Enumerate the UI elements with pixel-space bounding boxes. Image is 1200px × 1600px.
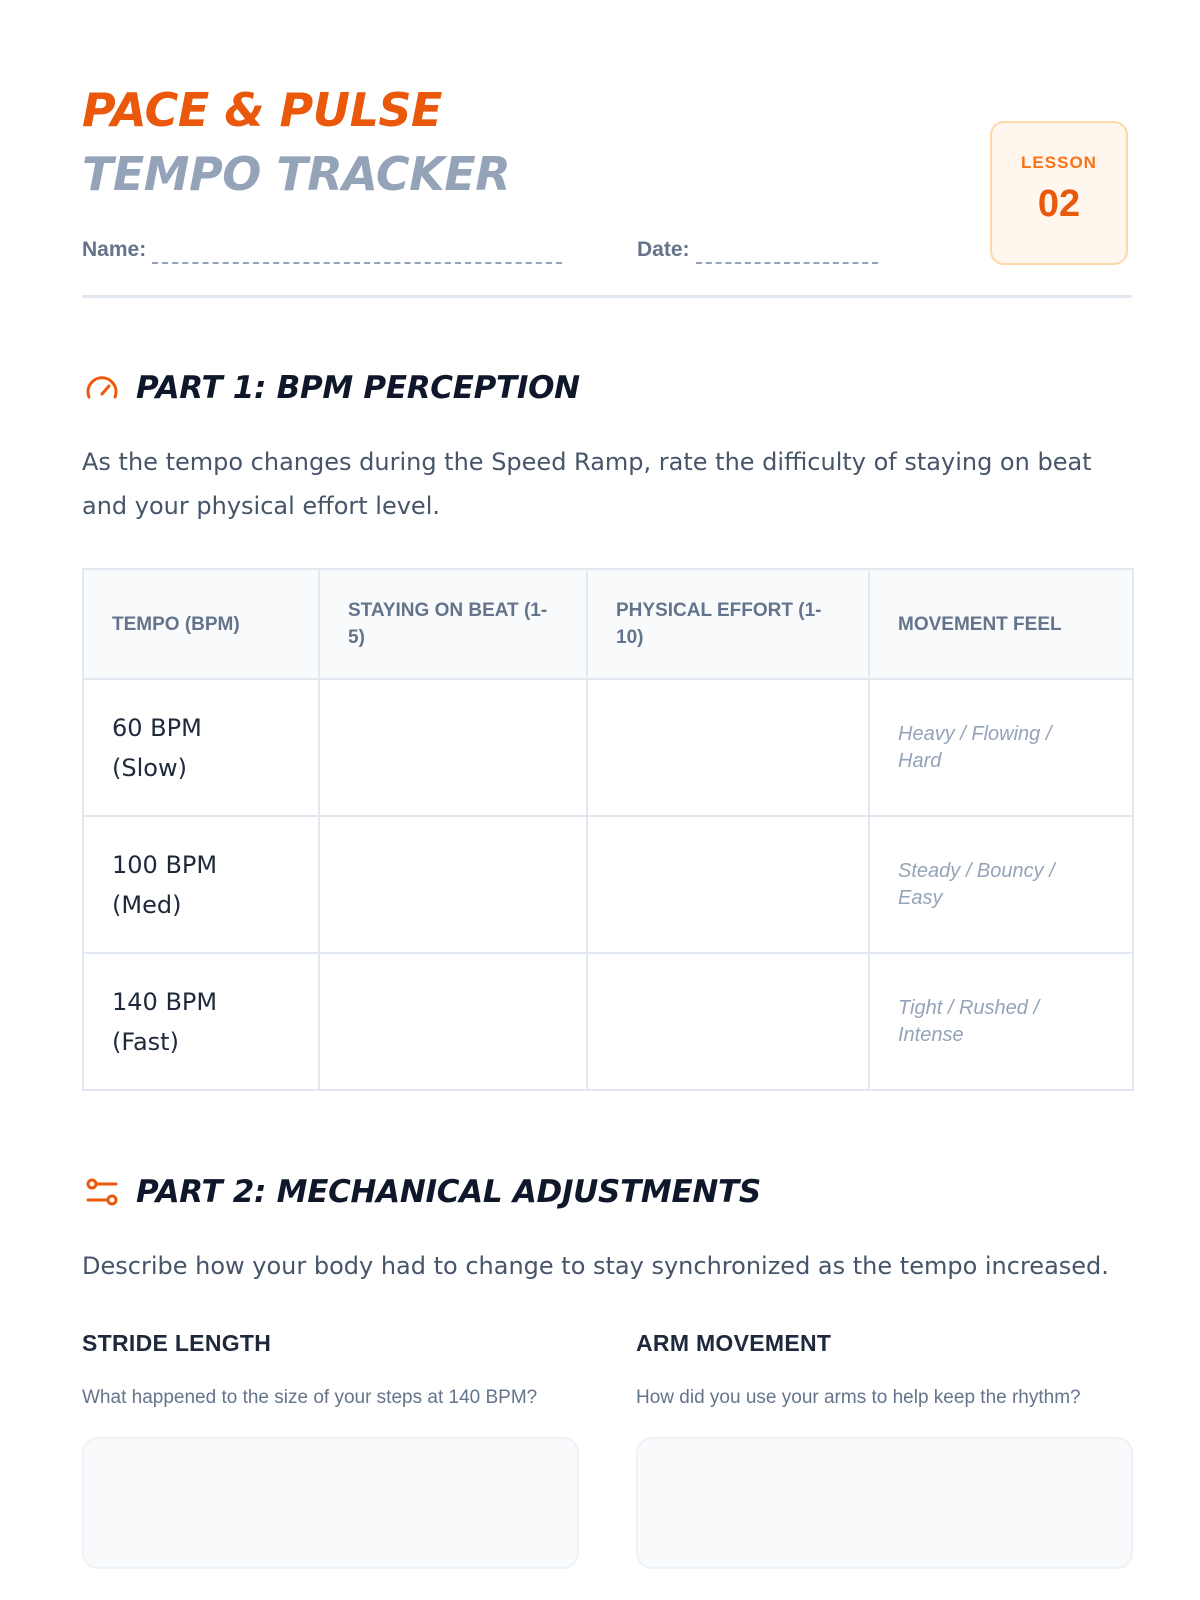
- arm-movement-answer-box[interactable]: [636, 1437, 1133, 1569]
- physical-effort-input-cell[interactable]: [587, 679, 869, 816]
- feel-options-cont: Hard: [898, 749, 942, 772]
- part2-heading-text: PART 2: MECHANICAL ADJUSTMENTS: [136, 1174, 761, 1210]
- tempo-speed: (Fast): [112, 1027, 179, 1056]
- tempo-cell: [83, 679, 319, 816]
- table-row: [83, 679, 1133, 816]
- feel-options-cont: Intense: [898, 1023, 964, 1046]
- staying-on-beat-input-cell[interactable]: [319, 816, 587, 953]
- movement-feel-cell[interactable]: [869, 953, 1133, 1090]
- feel-options-cont: Easy: [898, 886, 943, 909]
- name-blank-line[interactable]: [152, 242, 562, 264]
- tempo-speed: (Med): [112, 890, 182, 919]
- date-blank-line[interactable]: [696, 242, 878, 264]
- staying-on-beat-input-cell[interactable]: [319, 679, 587, 816]
- lesson-badge: [990, 121, 1128, 265]
- part1-intro: As the tempo changes during the Speed Ramp, rate the difficulty of staying on beat and your physical effort level.: [82, 448, 1092, 520]
- part1-heading-text: PART 1: BPM PERCEPTION: [136, 370, 580, 406]
- movement-feel-cell[interactable]: [869, 679, 1133, 816]
- name-field: [82, 236, 562, 264]
- feel-options: Steady / Bouncy /: [898, 859, 1055, 882]
- part2-heading: [82, 1170, 761, 1214]
- lesson-label: LESSON: [1021, 153, 1097, 172]
- sliders-icon: [82, 1172, 122, 1212]
- part2-intro: Describe how your body had to change to stay synchronized as the tempo increased.: [82, 1252, 1109, 1280]
- date-field: [637, 236, 878, 264]
- physical-effort-input-cell[interactable]: [587, 816, 869, 953]
- column-header-tempo: TEMPO (BPM): [83, 569, 319, 679]
- column-header-physical-effort: PHYSICAL EFFORT (1-10): [587, 569, 869, 679]
- physical-effort-input-cell[interactable]: [587, 953, 869, 1090]
- tempo-value: 60 BPM: [112, 713, 202, 742]
- column-header-staying-on-beat: STAYING ON BEAT (1-5): [319, 569, 587, 679]
- table-row: [83, 816, 1133, 953]
- bpm-table: [82, 568, 1134, 1091]
- staying-on-beat-input-cell[interactable]: [319, 953, 587, 1090]
- stride-length-answer-box[interactable]: [82, 1437, 579, 1569]
- table-row: [83, 953, 1133, 1090]
- part1-heading: [82, 366, 580, 410]
- tempo-speed: (Slow): [112, 753, 187, 782]
- arm-movement-title: ARM MOVEMENT: [636, 1330, 832, 1356]
- lesson-number: 02: [1037, 183, 1081, 225]
- date-label: Date:: [637, 238, 690, 261]
- name-label: Name:: [82, 238, 147, 261]
- tempo-cell: [83, 816, 319, 953]
- feel-options: Tight / Rushed /: [898, 996, 1040, 1019]
- movement-feel-cell[interactable]: [869, 816, 1133, 953]
- stride-length-title: STRIDE LENGTH: [82, 1330, 272, 1356]
- tempo-value: 140 BPM: [112, 987, 218, 1016]
- column-header-movement-feel: MOVEMENT FEEL: [869, 569, 1133, 679]
- title-line-2: TEMPO TRACKER: [82, 147, 511, 201]
- table-header-row: [83, 569, 1133, 679]
- arm-movement-question: How did you use your arms to help keep the rhythm?: [636, 1387, 1081, 1408]
- speedometer-icon: [82, 368, 122, 408]
- header-divider: [82, 295, 1132, 298]
- tempo-value: 100 BPM: [112, 850, 218, 879]
- title-line-1: PACE & PULSE: [82, 83, 442, 137]
- feel-options: Heavy / Flowing /: [898, 722, 1052, 745]
- arm-movement-section: [636, 1330, 1133, 1569]
- stride-length-question: What happened to the size of your steps at 140 BPM?: [82, 1387, 538, 1408]
- tempo-cell: [83, 953, 319, 1090]
- stride-length-section: [82, 1330, 579, 1569]
